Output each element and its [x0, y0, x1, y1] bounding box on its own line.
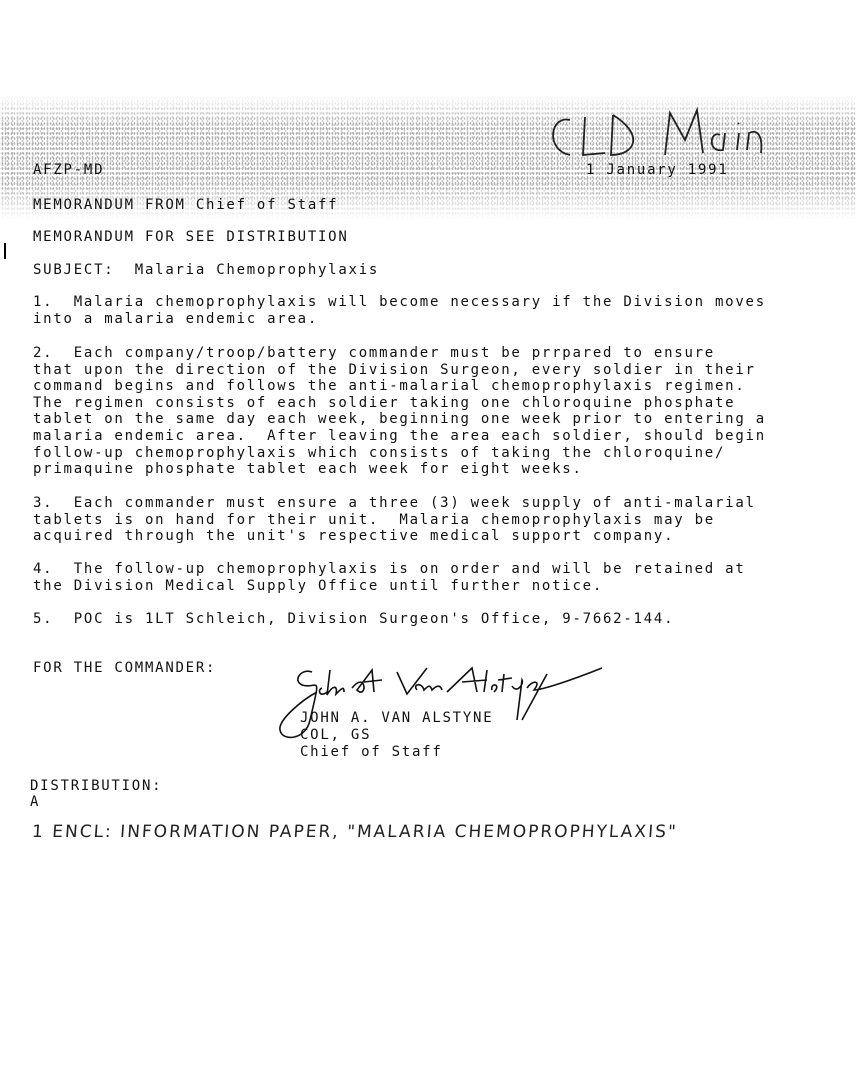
text-line: 1. Malaria chemoprophylaxis will become necessary if the Division moves	[33, 294, 766, 310]
paragraph-4	[33, 561, 746, 594]
margin-mark	[4, 243, 6, 259]
office-symbol: AFZP-MD	[33, 162, 105, 178]
paragraph-5	[33, 611, 674, 628]
paragraph-3	[33, 495, 756, 545]
paragraph-2	[33, 345, 766, 478]
text-line: malaria endemic area. After leaving the area each soldier, should begin	[33, 427, 766, 444]
paragraph-1	[33, 294, 766, 327]
distribution-label: DISTRIBUTION:	[30, 778, 163, 794]
distribution-value: A	[30, 794, 41, 810]
text-line: primaquine phosphate tablet each week for eight weeks.	[33, 461, 583, 478]
text-line: acquired through the unit's respective medical support company.	[33, 528, 675, 545]
enclosure-note: 1 ENCL: INFORMATION PAPER, "MALARIA CHEMOPROPHYLAXIS"	[31, 822, 679, 842]
text-line: follow-up chemoprophylaxis which consists of taking the chloroquine/	[33, 444, 726, 461]
text-line: the Division Medical Supply Office until further notice.	[33, 577, 604, 594]
text-line: 5. POC is 1LT Schleich, Division Surgeon's Office, 9-7662-144.	[33, 611, 675, 627]
memo-from: MEMORANDUM FROM Chief of Staff	[33, 197, 339, 213]
memo-subject: SUBJECT: Malaria Chemoprophylaxis	[33, 262, 380, 278]
memo-date: 1 January 1991	[586, 162, 729, 178]
text-line: tablet on the same day each week, beginning one week prior to entering a	[33, 411, 766, 428]
signer-rank: COL, GS	[300, 727, 372, 743]
memo-for: MEMORANDUM FOR SEE DISTRIBUTION	[33, 229, 349, 245]
text-line: into a malaria endemic area.	[33, 310, 319, 327]
text-line: tablets is on hand for their unit. Malaria chemoprophylaxis may be	[33, 511, 715, 528]
signer-title: Chief of Staff	[300, 744, 443, 760]
text-line: that upon the direction of the Division Surgeon, every soldier in their	[33, 361, 756, 378]
text-line: command begins and follows the anti-malarial chemoprophylaxis regimen.	[33, 378, 746, 395]
text-line: 3. Each commander must ensure a three (3) week supply of anti-malarial	[33, 495, 756, 511]
for-the-commander: FOR THE COMMANDER:	[33, 660, 217, 676]
text-line: The regimen consists of each soldier taking one chloroquine phosphate	[33, 394, 736, 411]
text-line: 2. Each company/troop/battery commander must be prrpared to ensure	[33, 345, 715, 361]
signer-name: JOHN A. VAN ALSTYNE	[300, 710, 494, 726]
text-line: 4. The follow-up chemoprophylaxis is on order and will be retained at	[33, 561, 746, 577]
